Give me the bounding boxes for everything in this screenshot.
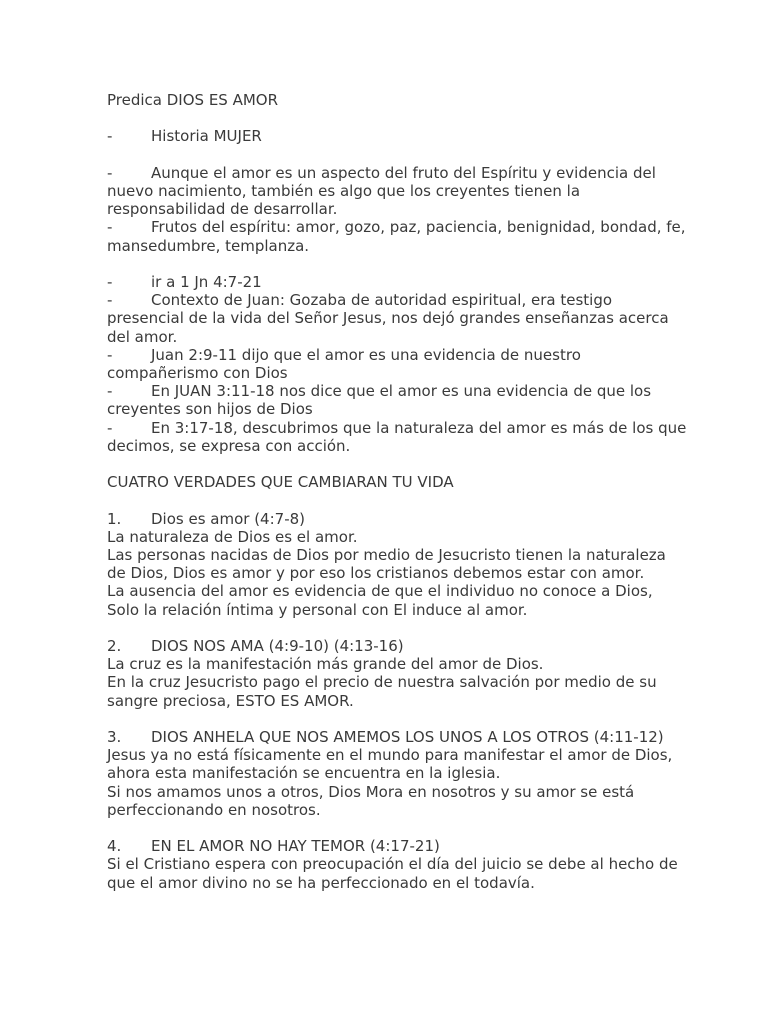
bullet-marker: - bbox=[107, 163, 113, 182]
spacer bbox=[107, 491, 687, 509]
spacer bbox=[107, 455, 687, 473]
truth-title: DIOS NOS AMA (4:9-10) (4:13-16) bbox=[151, 637, 404, 655]
bullet-marker: - bbox=[107, 418, 113, 437]
bullet-group-1 bbox=[107, 127, 687, 145]
truth-number: 3. bbox=[107, 728, 122, 746]
bullet-item bbox=[107, 346, 687, 382]
truth-3 bbox=[107, 728, 687, 819]
document-page bbox=[107, 91, 687, 892]
truth-number: 1. bbox=[107, 509, 122, 528]
truth-heading bbox=[107, 637, 687, 655]
paragraph: La ausencia del amor es evidencia de que el individuo no conoce a Dios, bbox=[107, 582, 653, 601]
truth-title: EN EL AMOR NO HAY TEMOR (4:17-21) bbox=[151, 837, 440, 856]
bullet-text: ir a 1 Jn 4:7-21 bbox=[151, 272, 262, 291]
bullet-item bbox=[107, 127, 687, 145]
bullet-text: En 3:17-18, descubrimos que la naturaleza del amor es más de los que decimos, se expresa con acción. bbox=[107, 418, 687, 455]
paragraph: En la cruz Jesucristo pago el precio de nuestra salvación por medio de su sangre preciosa, ESTO ES AMOR. bbox=[107, 673, 657, 710]
truth-4 bbox=[107, 837, 687, 892]
truth-number: 2. bbox=[107, 637, 122, 655]
truth-heading bbox=[107, 837, 687, 855]
bullet-marker: - bbox=[107, 127, 113, 146]
bullet-text: En JUAN 3:11-18 nos dice que el amor es una evidencia de que los creyentes son hijos de Dios bbox=[107, 382, 652, 419]
paragraph: La naturaleza de Dios es el amor. bbox=[107, 527, 358, 546]
spacer bbox=[107, 255, 687, 273]
bullet-marker: - bbox=[107, 345, 113, 364]
bullet-item bbox=[107, 273, 687, 291]
truth-2 bbox=[107, 637, 687, 710]
truth-heading bbox=[107, 728, 687, 746]
bullet-marker: - bbox=[107, 218, 113, 237]
paragraph: Si nos amamos unos a otros, Dios Mora en nosotros y su amor se está perfeccionando en nosotros. bbox=[107, 782, 635, 819]
bullet-group-2 bbox=[107, 164, 687, 255]
spacer bbox=[107, 819, 687, 837]
bullet-text: Frutos del espíritu: amor, gozo, paz, paciencia, benignidad, bondad, fe, mansedumbre, templanza. bbox=[107, 218, 686, 255]
truth-title: Dios es amor (4:7-8) bbox=[151, 509, 306, 528]
paragraph: Si el Cristiano espera con preocupación el día del juicio se debe al hecho de que el amor divino no se ha perfeccionado en el todavía. bbox=[107, 855, 678, 892]
bullet-marker: - bbox=[107, 291, 113, 310]
bullet-item bbox=[107, 291, 687, 346]
section-heading: CUATRO VERDADES QUE CAMBIARAN TU VIDA bbox=[107, 473, 454, 492]
document-title: Predica DIOS ES AMOR bbox=[107, 91, 279, 109]
truth-number: 4. bbox=[107, 837, 122, 856]
bullet-marker: - bbox=[107, 272, 113, 291]
paragraph: Las personas nacidas de Dios por medio de Jesucristo tienen la naturaleza de Dios, Dios es amor y por eso los cristianos debemos estar con amor. bbox=[107, 546, 666, 583]
spacer bbox=[107, 146, 687, 164]
spacer bbox=[107, 109, 687, 127]
spacer bbox=[107, 710, 687, 728]
bullet-item bbox=[107, 218, 687, 254]
paragraph: Solo la relación íntima y personal con El induce al amor. bbox=[107, 600, 528, 619]
bullet-group-3 bbox=[107, 273, 687, 455]
bullet-item bbox=[107, 419, 687, 455]
bullet-item bbox=[107, 164, 687, 219]
bullet-item bbox=[107, 382, 687, 418]
bullet-text: Aunque el amor es un aspecto del fruto del Espíritu y evidencia del nuevo nacimiento, también es algo que los creyentes tienen la responsabilidad de desarrollar. bbox=[107, 163, 656, 219]
bullet-text: Contexto de Juan: Gozaba de autoridad espiritual, era testigo presencial de la vida del Señor Jesus, nos dejó grandes enseñanzas acerca del amor. bbox=[107, 291, 669, 346]
paragraph: Jesus ya no está físicamente en el mundo para manifestar el amor de Dios, ahora esta manifestación se encuentra en la iglesia. bbox=[107, 746, 673, 783]
paragraph: La cruz es la manifestación más grande del amor de Dios. bbox=[107, 655, 544, 674]
truth-title: DIOS ANHELA QUE NOS AMEMOS LOS UNOS A LOS OTROS (4:11-12) bbox=[151, 728, 664, 746]
truth-1 bbox=[107, 510, 687, 619]
bullet-text: Historia MUJER bbox=[151, 127, 262, 146]
bullet-text: Juan 2:9-11 dijo que el amor es una evidencia de nuestro compañerismo con Dios bbox=[107, 345, 581, 382]
spacer bbox=[107, 619, 687, 637]
truth-heading bbox=[107, 510, 687, 528]
bullet-marker: - bbox=[107, 382, 113, 401]
